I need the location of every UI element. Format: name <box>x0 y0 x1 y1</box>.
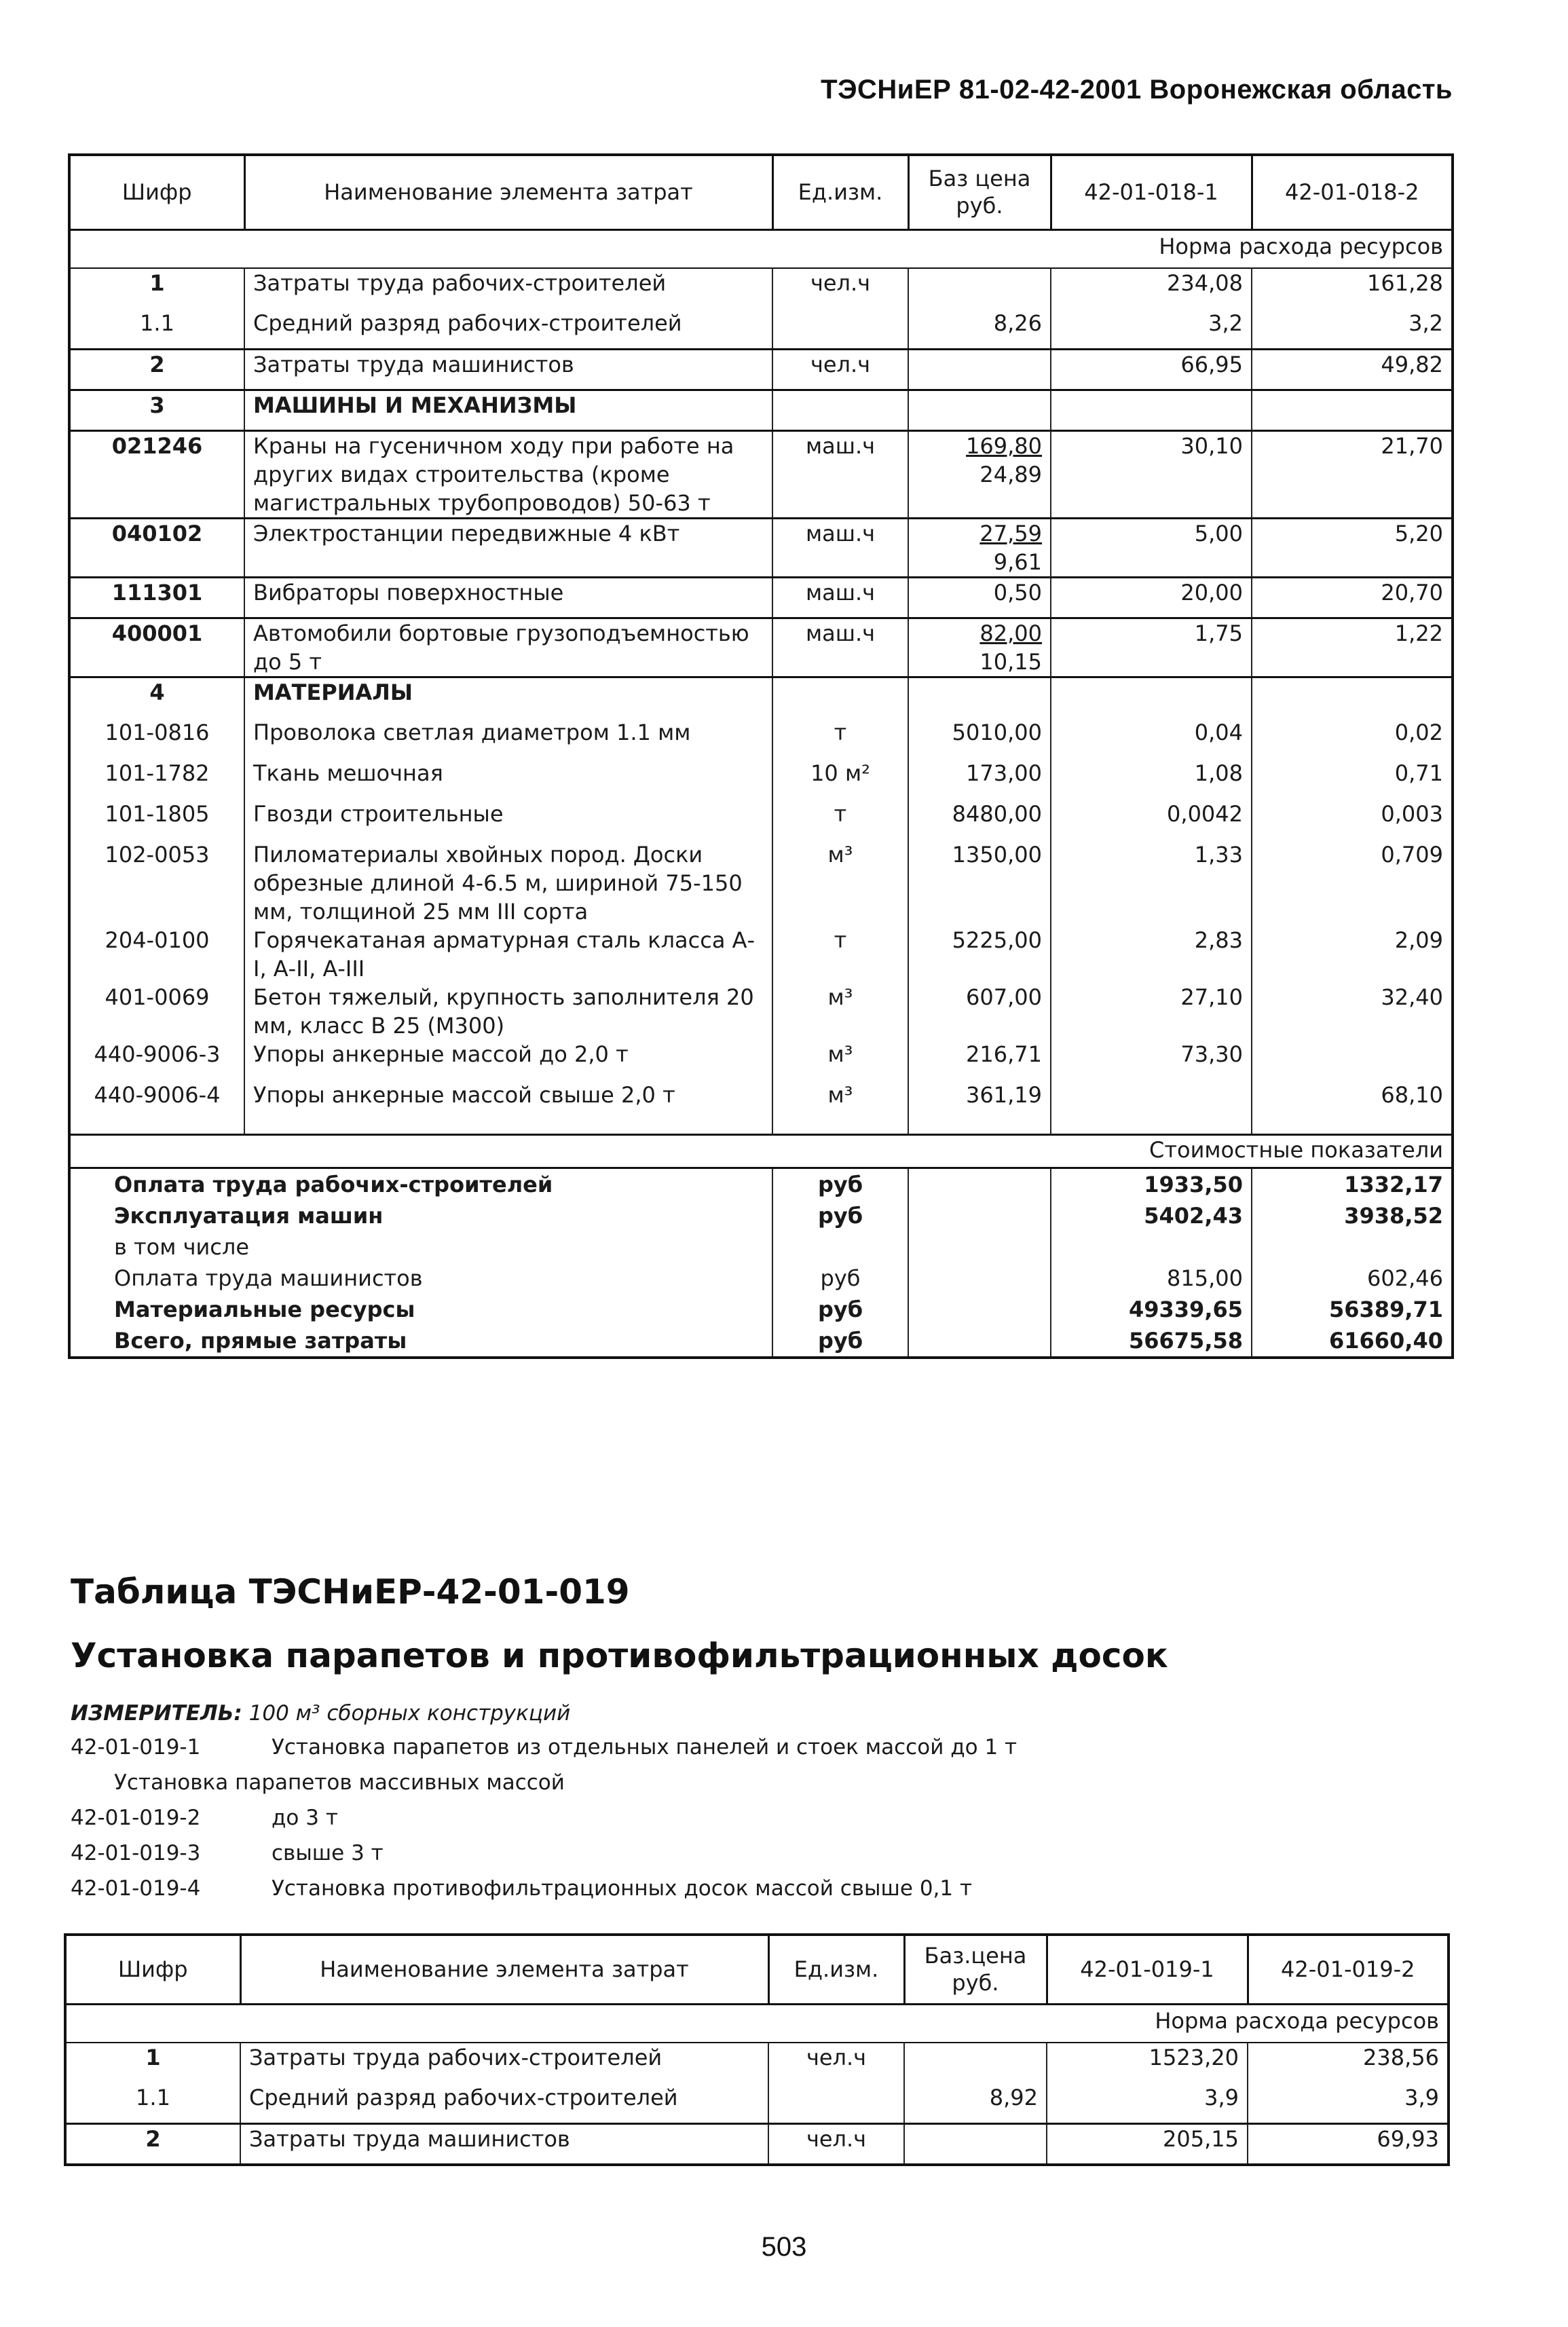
cell-norm-2: 3,2 <box>1252 309 1453 350</box>
cell-norm-1: 27,10 <box>1051 983 1252 1040</box>
cell-code: 2 <box>69 350 244 390</box>
work-item <box>71 1876 1360 1912</box>
col-header-code: Шифр <box>69 155 244 229</box>
cost-name: Всего, прямые затраты <box>114 1327 407 1354</box>
cell-price <box>908 350 1051 390</box>
cell-norm-1: 30,10 <box>1051 431 1252 519</box>
cell-norm-1: 5,00 <box>1051 519 1252 578</box>
cell-unit: т <box>772 926 908 983</box>
col-header-price: Баз.цена руб. <box>904 1935 1047 2004</box>
cell-norm-1: 1,08 <box>1051 759 1252 800</box>
cell-norm-2: 1,22 <box>1252 618 1453 677</box>
cell-code: 204-0100 <box>105 927 210 953</box>
price-value: 173,00 <box>966 760 1042 786</box>
cost-value-2: 61660,40 <box>1252 1325 1453 1358</box>
cell-norm-2 <box>1252 677 1453 718</box>
work-item <box>71 1735 1360 1770</box>
cell-norm-2: 5,20 <box>1252 519 1453 578</box>
table-row <box>69 309 1453 350</box>
cell-norm-2 <box>1252 1040 1453 1081</box>
cost-unit: руб <box>772 1200 908 1231</box>
cell-name: Бетон тяжелый, крупность заполнителя 20 мм, класс В 25 (М300) <box>244 983 772 1040</box>
cell-norm-1: 234,08 <box>1051 268 1252 309</box>
col-header-price: Баз цена руб. <box>908 155 1051 229</box>
table-row <box>65 2124 1449 2165</box>
work-item-text: до 3 т <box>272 1806 338 1830</box>
price-value: 5225,00 <box>952 927 1042 953</box>
cell-unit: маш.ч <box>772 578 908 618</box>
cell-price <box>908 578 1051 618</box>
cell-code: 3 <box>69 390 244 431</box>
cell-code: 1.1 <box>140 310 174 336</box>
cell-name: Ткань мешочная <box>244 759 772 800</box>
cell-unit: м³ <box>772 1040 908 1081</box>
cell-norm-1: 0,0042 <box>1051 800 1252 840</box>
cost-price-empty <box>908 1200 1051 1231</box>
cell-norm-1: 73,30 <box>1051 1040 1252 1081</box>
cell-norm-2: 3,9 <box>1248 2083 1449 2124</box>
cell-norm-2 <box>1252 390 1453 431</box>
cell-name: Упоры анкерные массой до 2,0 т <box>244 1040 772 1081</box>
cost-row <box>69 1325 1453 1358</box>
price-value-secondary: 24,89 <box>979 462 1042 487</box>
cell-code: 021246 <box>69 431 244 519</box>
cost-value-1: 5402,43 <box>1051 1200 1252 1231</box>
cell-code: 111301 <box>69 578 244 618</box>
table-row <box>69 350 1453 390</box>
cell-price <box>908 390 1051 431</box>
cell-code: 4 <box>69 677 244 718</box>
cell-norm-2: 0,02 <box>1252 718 1453 759</box>
cell-norm-2: 20,70 <box>1252 578 1453 618</box>
cost-price-empty <box>908 1231 1051 1263</box>
running-header: ТЭСНиЕР 81-02-42-2001 Воронежская область <box>821 75 1453 105</box>
section-row <box>69 390 1453 431</box>
cell-norm-2: 32,40 <box>1252 983 1453 1040</box>
cost-price-empty <box>908 1325 1051 1358</box>
cell-unit: т <box>772 800 908 840</box>
table-row <box>69 840 1453 926</box>
table-header-row <box>65 1935 1449 2004</box>
norm-section-label: Норма расхода ресурсов <box>65 2004 1449 2043</box>
cell-norm-1 <box>1051 1081 1252 1121</box>
cost-value-1: 815,00 <box>1051 1263 1252 1294</box>
cell-norm-2: 0,71 <box>1252 759 1453 800</box>
cell-name: Автомобили бортовые грузоподъемностью до 5 т <box>244 618 772 677</box>
price-value: 216,71 <box>966 1041 1042 1067</box>
cell-code: 2 <box>65 2124 240 2165</box>
table-row <box>69 800 1453 840</box>
cost-value-2: 3938,52 <box>1252 1200 1453 1231</box>
cell-name: Электростанции передвижные 4 кВт <box>244 519 772 578</box>
cell-norm-1: 1,75 <box>1051 618 1252 677</box>
table-row <box>69 578 1453 618</box>
cell-price <box>904 2124 1047 2165</box>
cell-price <box>908 268 1051 309</box>
cell-unit: маш.ч <box>772 519 908 578</box>
cell-name: Затраты труда машинистов <box>244 350 772 390</box>
cell-price <box>908 677 1051 718</box>
work-item-text: Установка противофильтрационных досок массой свыше 0,1 т <box>272 1876 973 1901</box>
cell-code: 040102 <box>69 519 244 578</box>
cell-unit <box>772 309 908 350</box>
cost-unit: руб <box>772 1325 908 1358</box>
work-item-code: 42-01-019-4 <box>71 1876 201 1901</box>
spacer-cell <box>244 1121 772 1135</box>
table-row <box>69 268 1453 309</box>
cell-code: 401-0069 <box>105 984 210 1010</box>
cost-name: Оплата труда машинистов <box>114 1265 423 1291</box>
spacer-row <box>69 1121 1453 1135</box>
col-header-unit: Ед.изм. <box>768 1935 904 2004</box>
work-item-code: 42-01-019-1 <box>71 1735 201 1760</box>
cell-norm-2: 21,70 <box>1252 431 1453 519</box>
table-row <box>65 2083 1449 2124</box>
cell-norm-2: 0,709 <box>1252 840 1453 926</box>
cost-row <box>69 1294 1453 1325</box>
cell-code: 102-0053 <box>105 841 210 868</box>
cost-row <box>69 1263 1453 1294</box>
cell-price <box>908 1040 1051 1081</box>
cost-value-1: 49339,65 <box>1051 1294 1252 1325</box>
cell-unit: чел.ч <box>768 2124 904 2165</box>
cell-unit: маш.ч <box>772 618 908 677</box>
cell-unit: чел.ч <box>772 350 908 390</box>
section-row <box>69 677 1453 718</box>
table-row <box>69 1081 1453 1121</box>
col-header-norm-2: 42-01-018-2 <box>1252 155 1453 229</box>
price-value: 607,00 <box>966 984 1042 1010</box>
col-header-unit: Ед.изм. <box>772 155 908 229</box>
cell-price <box>908 983 1051 1040</box>
work-item <box>71 1841 1360 1876</box>
cell-price <box>908 519 1051 578</box>
cost-value-1 <box>1051 1231 1252 1263</box>
meter-value: 100 м³ сборных конструкций <box>248 1701 571 1726</box>
cell-unit: чел.ч <box>772 268 908 309</box>
cell-norm-1: 2,83 <box>1051 926 1252 983</box>
cell-unit: маш.ч <box>772 431 908 519</box>
cost-section-header <box>69 1134 1453 1168</box>
cell-price <box>908 431 1051 519</box>
cell-norm-1 <box>1051 390 1252 431</box>
table-row <box>69 1040 1453 1081</box>
norm-section-label: Норма расхода ресурсов <box>69 229 1453 268</box>
table-row <box>69 718 1453 759</box>
price-value: 82,00 <box>979 620 1042 646</box>
work-item-code: 42-01-019-3 <box>71 1841 201 1865</box>
cost-value-2: 602,46 <box>1252 1263 1453 1294</box>
cell-norm-1: 3,9 <box>1047 2083 1248 2124</box>
cell-name: Средний разряд рабочих-строителей <box>240 2083 768 2124</box>
cell-price <box>908 926 1051 983</box>
cell-norm-1: 20,00 <box>1051 578 1252 618</box>
cost-row <box>69 1168 1453 1200</box>
table-row <box>69 431 1453 519</box>
cell-norm-2: 161,28 <box>1252 268 1453 309</box>
cell-norm-2: 68,10 <box>1252 1081 1453 1121</box>
table-title: Таблица ТЭСНиЕР-42-01-019 <box>71 1572 630 1612</box>
cell-name: Проволока светлая диаметром 1.1 мм <box>244 718 772 759</box>
work-items-list <box>71 1735 1360 1912</box>
table-header-row <box>69 155 1453 229</box>
table-row <box>69 926 1453 983</box>
cost-value-2 <box>1252 1231 1453 1263</box>
price-value: 27,59 <box>979 521 1042 546</box>
price-value: 5010,00 <box>952 719 1042 745</box>
cell-price <box>908 618 1051 677</box>
cost-price-empty <box>908 1263 1051 1294</box>
cell-unit: т <box>772 718 908 759</box>
cell-code: 101-1805 <box>105 800 210 827</box>
cell-name: Гвозди строительные <box>244 800 772 840</box>
spacer-cell <box>908 1121 1051 1135</box>
cost-name: Материальные ресурсы <box>114 1296 415 1322</box>
cost-unit: руб <box>772 1168 908 1200</box>
cell-norm-2: 69,93 <box>1248 2124 1449 2165</box>
price-value: 1350,00 <box>952 841 1042 868</box>
table-row <box>69 618 1453 677</box>
cell-name: Упоры анкерные массой свыше 2,0 т <box>244 1081 772 1121</box>
cell-name: Затраты труда рабочих-строителей <box>244 268 772 309</box>
cell-name: Затраты труда рабочих-строителей <box>240 2043 768 2083</box>
spacer-cell <box>772 1121 908 1135</box>
cell-norm-2: 49,82 <box>1252 350 1453 390</box>
cost-value-1: 56675,58 <box>1051 1325 1252 1358</box>
spacer-cell <box>1252 1121 1453 1135</box>
cost-row <box>69 1231 1453 1263</box>
price-value-secondary: 10,15 <box>979 649 1042 675</box>
cost-row <box>69 1200 1453 1231</box>
cell-norm-1: 1523,20 <box>1047 2043 1248 2083</box>
cell-code: 101-1782 <box>105 760 210 786</box>
cell-norm-1 <box>1051 677 1252 718</box>
spacer-cell <box>69 1121 244 1135</box>
work-item-text: Установка парапетов массивных массой <box>114 1770 565 1795</box>
cell-norm-2: 238,56 <box>1248 2043 1449 2083</box>
price-value: 8,26 <box>993 310 1042 336</box>
cell-code: 440-9006-3 <box>94 1041 221 1067</box>
cost-price-empty <box>908 1168 1051 1200</box>
cell-unit <box>772 390 908 431</box>
cell-norm-2: 2,09 <box>1252 926 1453 983</box>
cell-norm-1: 1,33 <box>1051 840 1252 926</box>
col-header-code: Шифр <box>65 1935 240 2004</box>
cell-price <box>904 2083 1047 2124</box>
work-item-text: свыше 3 т <box>272 1841 384 1865</box>
cell-name: Средний разряд рабочих-строителей <box>244 309 772 350</box>
norm-section-header <box>69 229 1453 268</box>
cell-norm-2: 0,003 <box>1252 800 1453 840</box>
cell-name: МАШИНЫ И МЕХАНИЗМЫ <box>244 390 772 431</box>
cell-code: 440-9006-4 <box>94 1081 221 1108</box>
table-row <box>69 519 1453 578</box>
cost-value-2: 1332,17 <box>1252 1168 1453 1200</box>
norm-section-header <box>65 2004 1449 2043</box>
cost-name: Эксплуатация машин <box>114 1202 384 1229</box>
work-item <box>71 1770 1360 1806</box>
cell-name: Пиломатериалы хвойных пород. Доски обрезные длиной 4-6.5 м, шириной 75-150 мм, толщиной 25 мм III сорта <box>244 840 772 926</box>
work-item-code: 42-01-019-2 <box>71 1806 201 1830</box>
cell-code: 400001 <box>69 618 244 677</box>
cell-norm-1: 3,2 <box>1051 309 1252 350</box>
col-header-name: Наименование элемента затрат <box>244 155 772 229</box>
cell-unit <box>768 2083 904 2124</box>
cell-name: Горячекатаная арматурная сталь класса А-I, А-II, А-III <box>244 926 772 983</box>
cell-code: 1 <box>149 269 165 296</box>
cost-value-2: 56389,71 <box>1252 1294 1453 1325</box>
cell-unit: м³ <box>772 1081 908 1121</box>
cost-section-label: Стоимостные показатели <box>69 1134 1453 1168</box>
cell-unit: 10 м² <box>772 759 908 800</box>
table-subtitle: Установка парапетов и противофильтрационных досок <box>71 1636 1168 1675</box>
price-value: 361,19 <box>966 1081 1042 1108</box>
cell-price <box>908 309 1051 350</box>
price-value: 169,80 <box>966 433 1042 459</box>
cost-price-empty <box>908 1294 1051 1325</box>
cell-unit <box>772 677 908 718</box>
cost-unit: руб <box>772 1263 908 1294</box>
cell-unit: чел.ч <box>768 2043 904 2083</box>
cell-name: Вибраторы поверхностные <box>244 578 772 618</box>
price-value: 8480,00 <box>952 800 1042 827</box>
table-row <box>69 759 1453 800</box>
table-row <box>69 983 1453 1040</box>
meter-line <box>71 1701 570 1726</box>
price-value: 0,50 <box>993 580 1042 606</box>
cell-norm-1: 0,04 <box>1051 718 1252 759</box>
cell-code: 1.1 <box>136 2084 170 2110</box>
cell-price <box>908 1081 1051 1121</box>
col-header-norm-1: 42-01-018-1 <box>1051 155 1252 229</box>
cell-price <box>904 2043 1047 2083</box>
cost-value-1: 1933,50 <box>1051 1168 1252 1200</box>
resource-norms-table-019 <box>64 1933 1450 2166</box>
cost-name: Оплата труда рабочих-строителей <box>114 1171 553 1197</box>
cell-norm-1: 205,15 <box>1047 2124 1248 2165</box>
table-row <box>65 2043 1449 2083</box>
price-value-secondary: 9,61 <box>993 549 1042 575</box>
cell-name: Краны на гусеничном ходу при работе на других видах строительства (кроме магистральных трубопроводов) 50-63 т <box>244 431 772 519</box>
cell-unit: м³ <box>772 840 908 926</box>
meter-label: ИЗМЕРИТЕЛЬ: <box>71 1701 242 1726</box>
cost-unit <box>772 1231 908 1263</box>
work-item-text: Установка парапетов из отдельных панелей и стоек массой до 1 т <box>272 1735 1018 1760</box>
cell-unit: м³ <box>772 983 908 1040</box>
cell-price <box>908 759 1051 800</box>
cell-price <box>908 800 1051 840</box>
cost-unit: руб <box>772 1294 908 1325</box>
cell-code: 101-0816 <box>105 719 210 745</box>
cell-norm-1: 66,95 <box>1051 350 1252 390</box>
work-item <box>71 1806 1360 1841</box>
col-header-name: Наименование элемента затрат <box>240 1935 768 2004</box>
cell-price <box>908 840 1051 926</box>
resource-norms-table-018 <box>68 153 1454 1359</box>
price-value: 8,92 <box>989 2084 1038 2110</box>
cost-name: в том числе <box>114 1233 249 1260</box>
cell-name: МАТЕРИАЛЫ <box>244 677 772 718</box>
page-number: 503 <box>761 2232 807 2262</box>
col-header-norm-2: 42-01-019-2 <box>1248 1935 1449 2004</box>
cell-code: 1 <box>145 2044 161 2070</box>
col-header-norm-1: 42-01-019-1 <box>1047 1935 1248 2004</box>
spacer-cell <box>1051 1121 1252 1135</box>
cell-name: Затраты труда машинистов <box>240 2124 768 2165</box>
cell-price <box>908 718 1051 759</box>
